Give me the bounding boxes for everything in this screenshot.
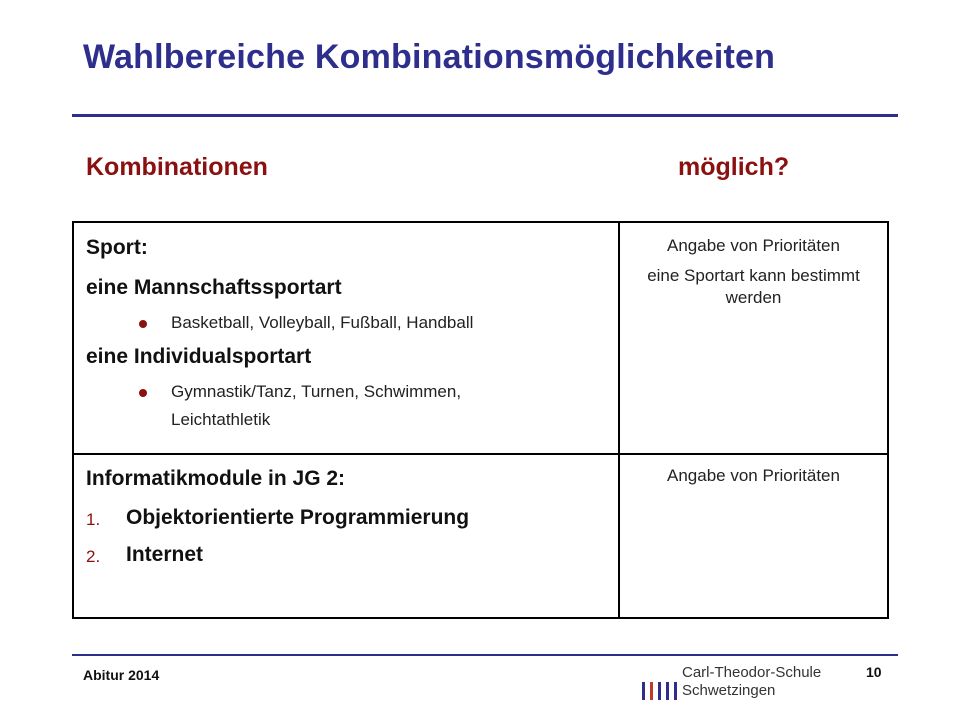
bullet-dot-icon: [139, 389, 147, 397]
combinations-table: [72, 221, 889, 619]
sport-label: Sport:: [86, 236, 148, 259]
individual-sport-label: eine Individualsportart: [86, 345, 312, 368]
informatics-priority-text: Angabe von Prioritäten: [667, 466, 840, 485]
individual-sport-bullet: [74, 381, 618, 403]
footer-rule: [72, 654, 898, 656]
informatics-label: Informatikmodule in JG 2:: [86, 467, 346, 490]
school-logo: [642, 664, 832, 704]
team-sport-label: eine Mannschaftssportart: [86, 276, 342, 299]
header-combinations: Kombinationen: [86, 153, 268, 181]
list-number: 1.: [86, 510, 101, 529]
individual-sport-items: Gymnastik/Tanz, Turnen, Schwimmen,: [171, 382, 462, 401]
table-row-sport: [73, 222, 888, 454]
header-possible: möglich?: [678, 153, 790, 181]
list-number: 2.: [86, 547, 101, 566]
cell-informatics-possible: [619, 454, 888, 618]
cell-sport: [73, 222, 619, 454]
footer-label: Abitur 2014: [83, 667, 160, 683]
sport-priority-text: Angabe von Prioritäten: [667, 236, 840, 255]
list-item-text: Internet: [126, 543, 204, 566]
logo-school-name: Carl-Theodor-Schule: [682, 664, 822, 681]
list-item-text: Objektorientierte Programmierung: [126, 506, 470, 529]
informatics-item-2: [74, 542, 618, 568]
individual-sport-items-cont: Leichtathletik: [171, 410, 271, 429]
informatics-item-1: [74, 505, 618, 531]
cell-informatics: [73, 454, 619, 618]
slide-title: Wahlbereiche Kombinationsmöglichkeiten: [83, 38, 776, 76]
logo-school-city: Schwetzingen: [682, 682, 776, 699]
sport-choice-text: eine Sportart kann bestimmt werden: [647, 266, 860, 307]
cell-sport-possible: [619, 222, 888, 454]
bullet-dot-icon: [139, 320, 147, 328]
table-row-informatics: [73, 454, 888, 618]
title-underline: [72, 114, 898, 117]
page-number: 10: [866, 664, 882, 680]
team-sport-items: Basketball, Volleyball, Fußball, Handball: [171, 313, 474, 332]
team-sport-bullet: [74, 312, 618, 334]
